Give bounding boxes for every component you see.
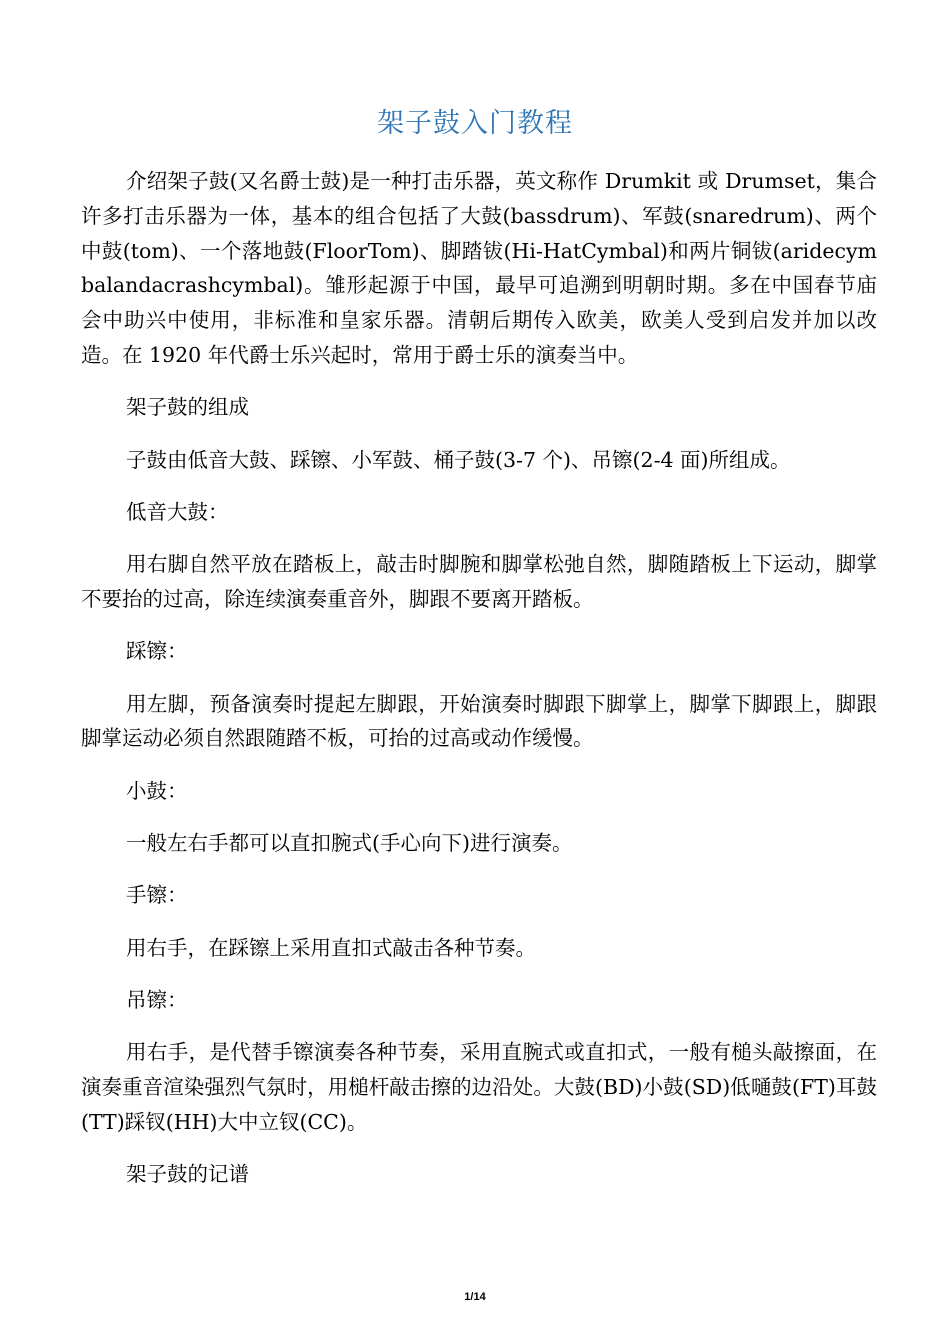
paragraph-heading-hihat: 踩镲： [126, 639, 188, 664]
paragraph-hihat: 用左脚，预备演奏时提起左脚跟，开始演奏时脚跟下脚掌上，脚掌下脚跟上，脚跟脚掌运动必须自然跟随踏不板，可抬的过高或动作缓慢。 [81, 691, 877, 751]
paragraph-snare: 一般左右手都可以直扣腕式(手心向下)进行演奏。 [126, 830, 573, 855]
page-number: 1/14 [464, 1291, 486, 1303]
paragraph-hand-cymbal: 用右手，在踩镲上采用直扣式敲击各种节奏。 [126, 935, 536, 960]
paragraph-heading-composition: 架子鼓的组成 [126, 395, 249, 420]
paragraph-heading-hand-cymbal: 手镲： [126, 883, 188, 908]
paragraph-heading-bass-drum: 低音大鼓： [126, 499, 229, 524]
document-title: 架子鼓入门教程 [377, 108, 573, 139]
paragraph-heading-snare: 小鼓： [126, 778, 188, 803]
paragraph-composition: 子鼓由低音大鼓、踩镲、小军鼓、桶子鼓(3-7 个)、吊镲(2-4 面)所组成。 [126, 447, 791, 472]
paragraph-bass-drum: 用右脚自然平放在踏板上，敲击时脚腕和脚掌松弛自然，脚随踏板上下运动，脚掌不要抬的过高，除连续演奏重音外，脚跟不要离开踏板。 [81, 552, 877, 611]
paragraph-intro: 介绍架子鼓(又名爵士鼓)是一种打击乐器，英文称作 Drumkit 或 Drumset，集合许多打击乐器为一体，基本的组合包括了大鼓(bassdrum)、军鼓(snaredrum)、两个中鼓(tom)、一个落地鼓(FloorTom)、脚踏钹(Hi-HatCymbal)和两片铜钹(aridecymbalandacrashcymbal)。雏形起源于中国，最早可追溯到明朝时期。多在中国春节庙会中助兴中使用，非标准和皇家乐器。清朝后期传入欧美，欧美人受到启发并加以改造。在 1920 年代爵士乐兴起时，常用于爵士乐的演奏当中。 [81, 169, 877, 367]
paragraph-heading-suspended-cymbal: 吊镲： [126, 987, 188, 1012]
paragraph-heading-notation: 架子鼓的记谱 [126, 1162, 249, 1187]
paragraph-suspended-cymbal: 用右手，是代替手镲演奏各种节奏，采用直腕式或直扣式，一般有槌头敲擦面，在演奏重音渲染强烈气氛时，用槌杆敲击擦的边沿处。大鼓(BD)小鼓(SD)低嗵鼓(FT)耳鼓(TT)踩钗(HH)大中立钗(CC)。 [81, 1040, 877, 1134]
document-body [81, 164, 877, 1192]
